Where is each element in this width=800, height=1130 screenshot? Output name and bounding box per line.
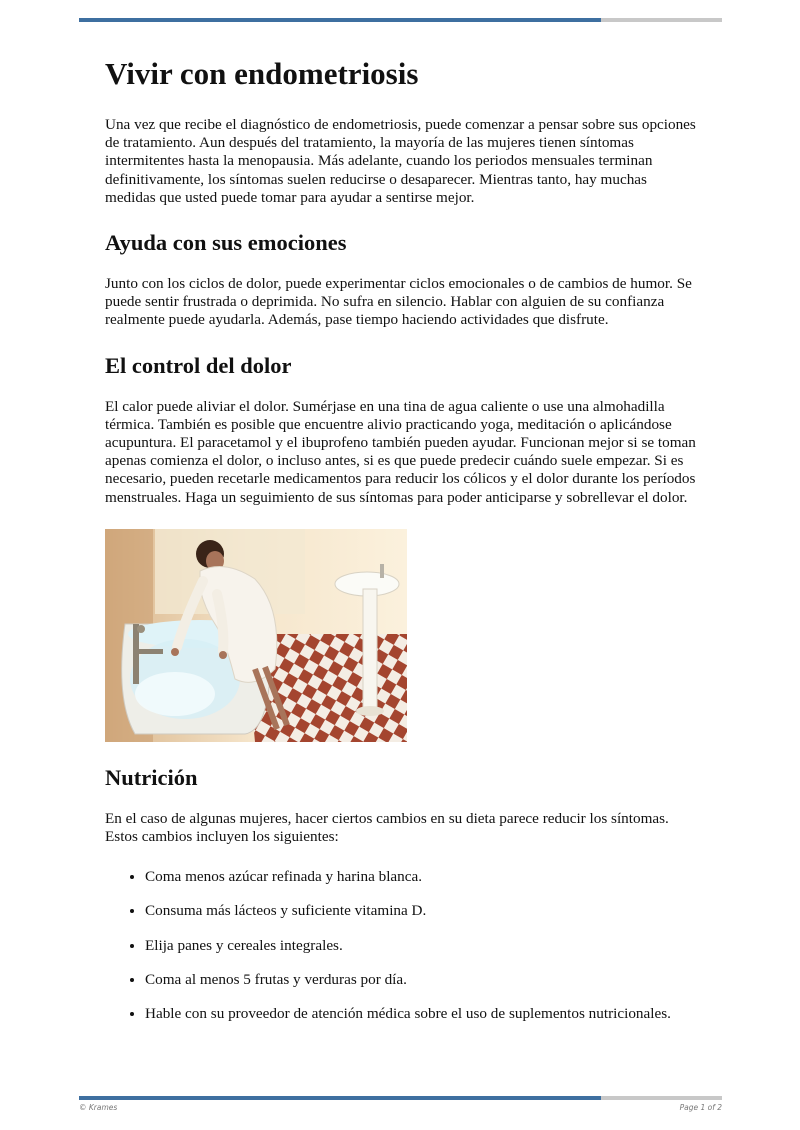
list-item: • Coma menos azúcar refinada y harina blanca.: [145, 868, 697, 886]
header-progress-bar: [79, 18, 722, 22]
footer-page-number: Page 1 of 2: [679, 1103, 722, 1112]
list-item: • Elija panes y cereales integrales.: [145, 937, 697, 955]
list-item: • Hable con su proveedor de atención médica sobre el uso de suplementos nutricionales.: [145, 1005, 697, 1023]
header-progress-fill: [79, 18, 601, 22]
section-body-nutrition: En el caso de algunas mujeres, hacer ciertos cambios en su dieta parece reducir los síntomas. Estos cambios incluyen los siguientes:: [105, 809, 669, 846]
nutrition-list: [105, 868, 697, 1023]
footer-copyright: © Krames: [79, 1103, 118, 1112]
page-title: Vivir con endometriosis: [105, 56, 419, 91]
footer-progress-bar: [79, 1096, 722, 1100]
document-body: [105, 54, 697, 1039]
bathtub-photo: [105, 529, 407, 742]
section-body-emotions: Junto con los ciclos de dolor, puede experimentar ciclos emocionales o de cambios de humor. Se puede sentir frustrada o deprimida. No sufra en silencio. Hablar con alguien de su confianza realmente puede ayudarla. Además, pase tiempo haciendo actividades que disfrute.: [105, 275, 692, 329]
footer-progress-fill: [79, 1096, 601, 1100]
list-item: • Coma al menos 5 frutas y verduras por día.: [145, 971, 697, 989]
intro-paragraph: Una vez que recibe el diagnóstico de endometriosis, puede comenzar a pensar sobre sus opciones de tratamiento. Aun después del tratamiento, la mayoría de las mujeres tienen síntomas intermitentes hasta la menopausia. Más adelante, cuando los periodos mensuales terminan definitivamente, los síntomas suelen reducirse o desaparecer. Mientras tanto, hay muchas medidas que usted puede tomar para ayudar a sentirse mejor.: [105, 116, 696, 206]
section-heading-nutrition: Nutrición: [105, 764, 198, 790]
list-item: • Consuma más lácteos y suficiente vitamina D.: [145, 902, 697, 920]
section-heading-pain-control: El control del dolor: [105, 352, 292, 378]
section-heading-emotions: Ayuda con sus emociones: [105, 230, 347, 256]
section-body-pain-control: El calor puede aliviar el dolor. Sumérjase en una tina de agua caliente o use una almohadilla térmica. También es posible que encuentre alivio practicando yoga, meditación o aplicándose acupuntura. El paracetamol y el ibuprofeno también pueden ayudar. Funcionan mejor si se toman apenas comienza el dolor, o incluso antes, si es que puede predecir cuándo suele empezar. Si es necesario, pueden recetarle medicamentos para reducir los cólicos y el dolor durante los períodos menstruales. Haga un seguimiento de sus síntomas para poder anticiparse y sobrellevar el dolor.: [105, 397, 696, 506]
